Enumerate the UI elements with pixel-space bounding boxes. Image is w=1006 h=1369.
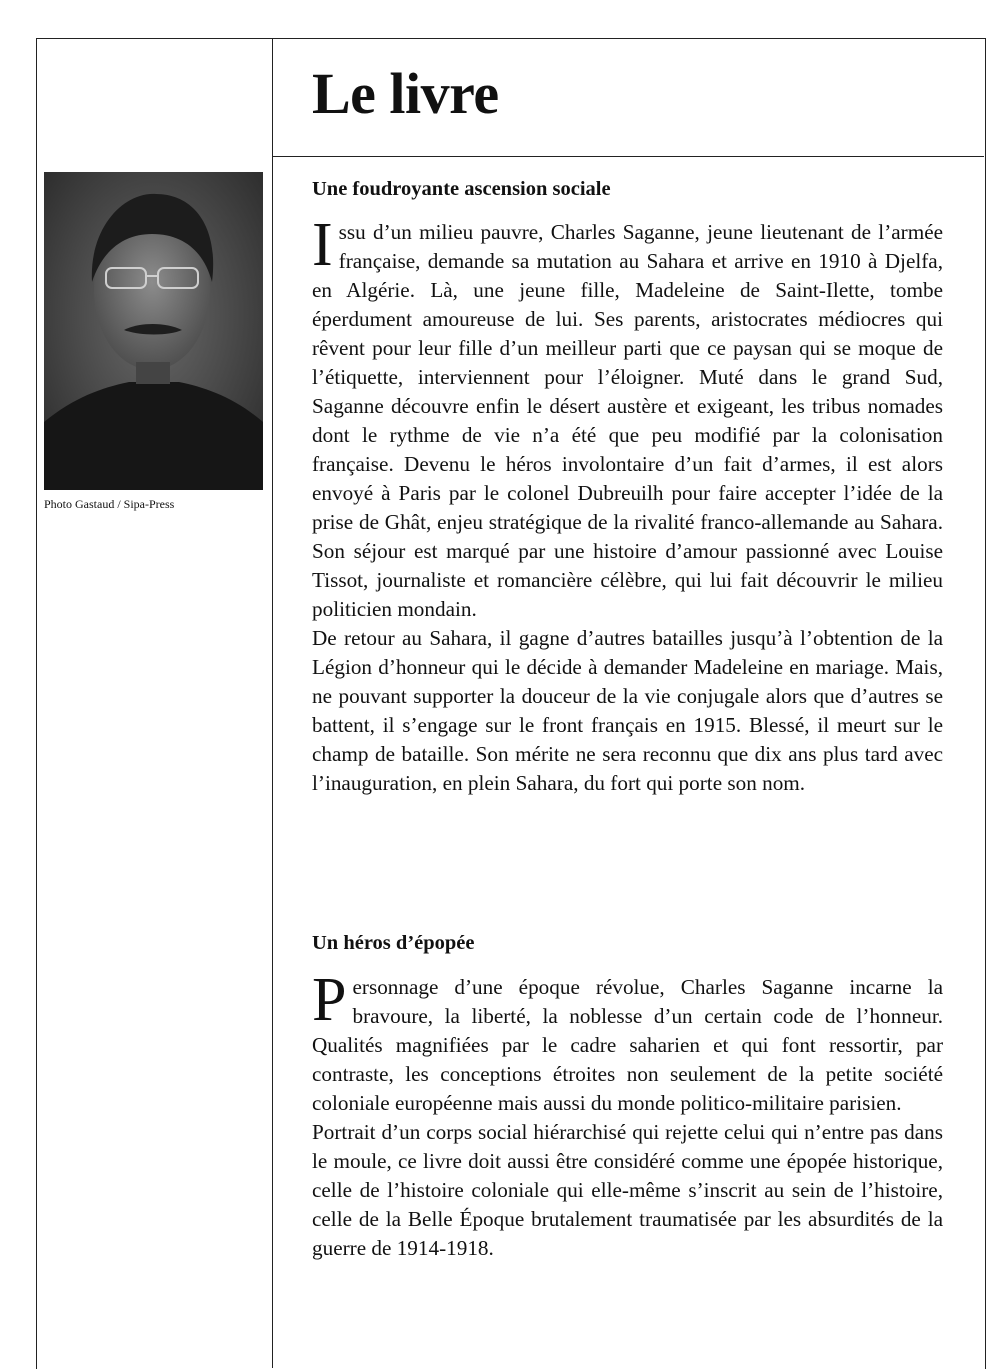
page-title: Le livre: [312, 61, 499, 126]
drop-cap: I: [312, 211, 333, 279]
author-photo: [44, 172, 263, 490]
title-divider: [272, 156, 984, 157]
column-divider: [272, 38, 273, 1368]
paragraph: [312, 966, 943, 1118]
paragraph: De retour au Sahara, il gagne d’autres batailles jusqu’à l’obtention de la Légion d’honneur qui le décide à demander Madeleine en mariage. Mais, ne pouvant supporter la douceur de la vie conjugale alors que d’autres se battent, il s’engage sur le front français en 1915. Blessé, il meurt sur le champ de bataille. Son mérite ne sera reconnu que dix ans plus tard avec l’inauguration, en plein Sahara, du fort qui porte son nom.: [312, 626, 943, 795]
section-heading-ascension: Une foudroyante ascension sociale: [312, 178, 611, 200]
section-heading-epopee: Un héros d’épopée: [312, 932, 475, 954]
section-body-ascension: [312, 211, 943, 798]
paragraph: Portrait d’un corps social hiérarchisé qui rejette celui qui n’entre pas dans le moule, ce livre doit aussi être considéré comme une épopée historique, celle de l’histoire coloniale qui elle-même s’inscrit au sein de l’histoire, celle de la Belle Époque brutalement traumatisée par les absurdités de la guerre de 1914-1918.: [312, 1120, 943, 1260]
drop-cap: P: [312, 966, 347, 1034]
photo-credit: Photo Gastaud / Sipa-Press: [44, 497, 175, 511]
paragraph: [312, 211, 943, 624]
paragraph-text: ssu d’un milieu pauvre, Charles Saganne, jeune lieutenant de l’armée française, demande sa mutation au Sahara et arrive en 1910 à Djelfa, en Algérie. Là, une jeune fille, Madeleine de Saint-Ilette, tombe éperdument amoureuse de lui. Ses parents, aristocrates médiocres qui rêvent pour leur fille d’un meilleur parti que ce paysan qui se moque de l’étiquette, interviennent pour l’éloigner. Muté dans le grand Sud, Saganne découvre enfin le désert austère et exigeant, les tribus nomades dont le rythme de vie n’a été que peu modifié par la colonisation française. Devenu le héros involontaire d’un fait d’armes, il est alors envoyé à Paris par le colonel Dubreuilh pour faire accepter l’idée de la prise de Ghât, enjeu stratégique de la rivalité franco-allemande au Sahara. Son séjour est marqué par une histoire d’amour passionné avec Louise Tissot, journaliste et romancière célèbre, qui lui fait découvrir le milieu politicien mondain.: [312, 220, 943, 621]
section-body-epopee: [312, 966, 943, 1263]
paragraph-text: ersonnage d’une époque révolue, Charles Saganne incarne la bravoure, la liberté, la noblesse d’un certain code de l’honneur. Qualités magnifiées par le cadre saharien et qui font ressortir, par contraste, les conceptions étroites non seulement de la petite société coloniale européenne mais aussi du monde politico-militaire parisien.: [312, 975, 943, 1115]
